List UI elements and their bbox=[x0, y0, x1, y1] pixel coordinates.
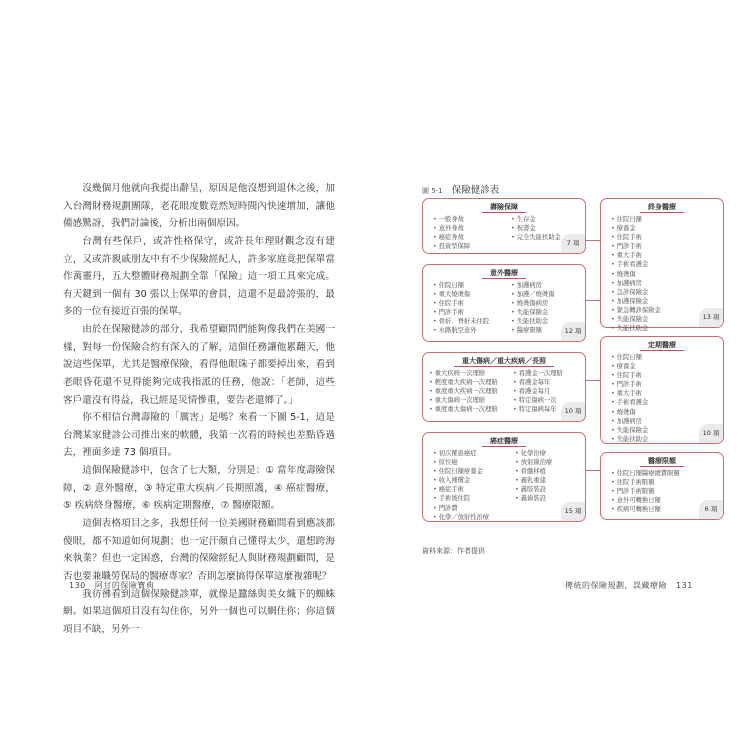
list-item: • 門診手術 bbox=[433, 308, 489, 317]
box-accident-medical bbox=[422, 264, 586, 342]
box-term-medical bbox=[600, 336, 724, 444]
list-item: • 收入補償金 bbox=[433, 476, 489, 485]
list-item: • 意外身故 bbox=[433, 224, 470, 233]
connector-line bbox=[586, 240, 600, 241]
connector-line bbox=[586, 300, 600, 301]
box-title: 終身醫療 bbox=[601, 202, 723, 212]
box-critical-illness bbox=[422, 352, 586, 422]
list-item: • 疾病可轉換日額 bbox=[611, 505, 680, 514]
list-item: • 失能保險金 bbox=[511, 308, 555, 317]
list-item: • 加護病房 bbox=[511, 281, 555, 290]
list-item: • 急診保險金 bbox=[611, 288, 661, 297]
item-list bbox=[511, 281, 555, 336]
list-item: • 加護保險金 bbox=[611, 297, 661, 306]
list-item: • 住院日額療養金 bbox=[433, 467, 489, 476]
item-count-badge: 13 項 bbox=[699, 308, 723, 327]
list-item: • 祝壽金 bbox=[511, 224, 561, 233]
list-item: • 義乳重建 bbox=[515, 476, 552, 485]
box-title: 意外醫療 bbox=[423, 268, 585, 278]
figure-title: 保險健診表 bbox=[451, 185, 500, 196]
running-title: 傳統的保險規劃，誤藏療險 bbox=[565, 581, 667, 590]
list-item: • 意外可轉換日額 bbox=[611, 496, 680, 505]
list-item: • 特定傷病一次 bbox=[513, 396, 563, 405]
item-count-badge: 15 項 bbox=[561, 502, 585, 521]
list-item: • 失能保險金 bbox=[611, 426, 648, 435]
list-item: • 特定傷病每年 bbox=[513, 405, 563, 414]
list-item: • 燒燙傷病房 bbox=[511, 299, 555, 308]
list-item: • 一般身故 bbox=[433, 215, 470, 224]
list-item: • 緊急轉診保險金 bbox=[611, 306, 661, 315]
list-item: • 加護病房 bbox=[611, 417, 648, 426]
right-folio bbox=[565, 580, 699, 591]
list-item: • 化學治療 bbox=[515, 449, 552, 458]
list-item: • 住院手術 bbox=[611, 233, 661, 242]
item-count-badge: 6 項 bbox=[699, 500, 723, 519]
box-title: 重大傷病／重大疾病／長照 bbox=[423, 356, 585, 366]
item-list bbox=[611, 469, 680, 514]
list-item: • 放射線治療 bbox=[515, 458, 552, 467]
list-item: • 看護金一次理賠 bbox=[513, 369, 563, 378]
list-item: • 義齒裝設 bbox=[515, 494, 552, 503]
list-item: • 輕度重大疾病一次理賠 bbox=[429, 378, 498, 387]
list-item: • 失能扶助金 bbox=[611, 435, 648, 444]
list-item: • 手術看護金 bbox=[611, 260, 661, 269]
list-item: • 重大手術 bbox=[611, 389, 648, 398]
list-item: • 投資型保障 bbox=[433, 242, 470, 251]
list-item: • 手術看護金 bbox=[611, 398, 648, 407]
list-item: • 門診費 bbox=[433, 504, 489, 513]
figure-number: 圖 5-1 bbox=[422, 187, 443, 195]
body-text bbox=[63, 180, 335, 639]
list-item: • 重大疾病一次理賠 bbox=[429, 369, 498, 378]
paragraph: 由於在保險健診的部分，我希望顧問們能夠像我們在美國一樣，對每一份保險合約有深入的了解，這個任務讓他累翻天，他說這些保單，尤其是醫療保險，看得他眼珠子都要掉出來，看到老眼昏花還不見得能夠完成我指派的任務，他說：「老師，這些客戶還沒有得益，我已經是災情慘重，要告老還鄉了。」 bbox=[63, 324, 335, 406]
list-item: • 醫療限額 bbox=[511, 326, 555, 335]
list-item: • 重大燒燙傷 bbox=[433, 290, 489, 299]
box-title: 定期醫療 bbox=[601, 340, 723, 350]
box-cancer-medical bbox=[422, 432, 586, 522]
item-list bbox=[513, 369, 563, 414]
list-item: • 門診手術 bbox=[611, 380, 648, 389]
box-title: 壽險保障 bbox=[423, 202, 585, 212]
page-number: 130 bbox=[69, 581, 86, 590]
list-item: • 住院手術限額 bbox=[611, 478, 680, 487]
list-item: • 住院日額 bbox=[611, 215, 661, 224]
paragraph: 我彷彿看到這個保險健診單，就像是蠶絲與美女織下的蜘蛛網。如果這個項目沒有勾住你，另外一個也可以網住你；你這個項目不缺，另外一 bbox=[63, 588, 335, 635]
paragraph: 這個保險健診中，包含了七大類，分別是：① 當年度壽險保障，② 意外醫療，③ 特定重大疾病／長期照護，④ 癌症醫療，⑤ 疾病終身醫療，⑥ 疾病定期醫療，⑦ 醫療限額。 bbox=[63, 465, 335, 512]
figure-header bbox=[422, 182, 499, 196]
figure-source: 資料來源：作者提供 bbox=[422, 547, 485, 555]
paragraph: 沒幾個月他就向我提出辭呈，原因是他沒想到退休之後，加入台灣財務規劃團隊，老花眼度數竟然短時間內快速增加，讓他備感驚訝，我們討論後，分析出兩個原因。 bbox=[63, 183, 335, 230]
list-item: • 重度重大傷病一次理賠 bbox=[429, 405, 498, 414]
paragraph: 台灣有些保戶，或許性格保守，或許長年理財觀念沒有建立，又或許親戚朋友中有不少保險經紀人，許多家庭竟把保單當作萬靈丹，五大整體財務規劃全靠「保險」這一項工具來完成。有天鍵到一個有 30 張以上保單的會員，這還不是最誇張的，最多的一位有接近百張的保單。 bbox=[63, 235, 335, 318]
connector-line bbox=[586, 380, 600, 381]
list-item: • 失能扶助金 bbox=[511, 317, 555, 326]
list-item: • 水路航空意外 bbox=[433, 326, 489, 335]
list-item: • 化學／放射性治療 bbox=[433, 513, 489, 522]
list-item: • 加護病房 bbox=[611, 279, 661, 288]
box-whole-life-medical bbox=[600, 198, 724, 333]
list-item: • 完全失能扶助金 bbox=[511, 233, 561, 242]
list-item: • 燒燙傷 bbox=[611, 270, 661, 279]
item-list bbox=[515, 449, 552, 504]
item-list bbox=[511, 215, 561, 242]
paragraph: 這個表格項目之多，我想任何一位美國財務顧問看到應該都傻眼，都不知道如何規劃；也一定汗顏自己懂得太少，還想跨海來執業？但也一定困惑，台灣的保險經紀人與財務規劃顧問，是否也要兼職勞保局的醫療專家？否則怎麼搞得保單這麼複雜呢？ bbox=[63, 518, 335, 582]
item-list bbox=[611, 215, 661, 333]
box-life-insurance bbox=[422, 198, 586, 254]
list-item: • 失能保險金 bbox=[611, 315, 661, 324]
page-number: 131 bbox=[676, 581, 693, 590]
list-item: • 初次罹患癌症 bbox=[433, 449, 489, 458]
list-item: • 住院日額醫療總費限額 bbox=[611, 469, 680, 478]
item-list bbox=[433, 281, 489, 336]
item-list bbox=[611, 353, 648, 444]
list-item: • 住院日額 bbox=[611, 353, 648, 362]
list-item: • 住院手術 bbox=[611, 371, 648, 380]
running-title: 阿甘的保險寶典 bbox=[94, 581, 155, 590]
box-medical-limit bbox=[600, 452, 724, 520]
left-folio bbox=[63, 580, 154, 591]
connector-line bbox=[586, 470, 600, 471]
list-item: • 手術後住院 bbox=[433, 494, 489, 503]
list-item: • 療養金 bbox=[611, 362, 648, 371]
box-title: 癌症醫療 bbox=[423, 436, 585, 446]
list-item: • 門診手術 bbox=[611, 242, 661, 251]
list-item: • 住院日額 bbox=[433, 281, 489, 290]
box-title: 醫療限額 bbox=[601, 456, 723, 466]
list-item: • 骨髓移植 bbox=[515, 467, 552, 476]
item-count-badge: 7 項 bbox=[561, 234, 585, 253]
list-item: • 療養金 bbox=[611, 224, 661, 233]
list-item: • 加護／燒燙傷 bbox=[511, 290, 555, 299]
list-item: • 重度重大疾病一次理賠 bbox=[429, 387, 498, 396]
list-item: • 重大傷病一次理賠 bbox=[429, 396, 498, 405]
list-item: • 燒燙傷 bbox=[611, 408, 648, 417]
list-item: • 義肢裝設 bbox=[515, 485, 552, 494]
list-item: • 門診手術限額 bbox=[611, 487, 680, 496]
item-list bbox=[433, 215, 470, 251]
list-item: • 生存金 bbox=[511, 215, 561, 224]
list-item: • 癌症身故 bbox=[433, 233, 470, 242]
list-item: • 原位癌 bbox=[433, 458, 489, 467]
item-list bbox=[433, 449, 489, 522]
list-item: • 看護金每年 bbox=[513, 378, 563, 387]
item-count-badge: 10 項 bbox=[561, 402, 585, 421]
item-count-badge: 12 項 bbox=[561, 322, 585, 341]
list-item: • 癌症手術 bbox=[433, 485, 489, 494]
list-item: • 看護金每月 bbox=[513, 387, 563, 396]
list-item: • 骨折．脊折未住院 bbox=[433, 317, 489, 326]
item-count-badge: 10 項 bbox=[699, 424, 723, 443]
list-item: • 重大手術 bbox=[611, 251, 661, 260]
list-item: • 失能扶助金 bbox=[611, 324, 661, 333]
list-item: • 住院手術 bbox=[433, 299, 489, 308]
item-list bbox=[429, 369, 498, 414]
paragraph: 你不相信台灣壽險的「厲害」是嗎？來看一下圖 5-1，這是台灣某家健診公司推出來的軟體，我第一次看的時候也差點昏過去，裡面多達 73 個項目。 bbox=[63, 412, 335, 459]
